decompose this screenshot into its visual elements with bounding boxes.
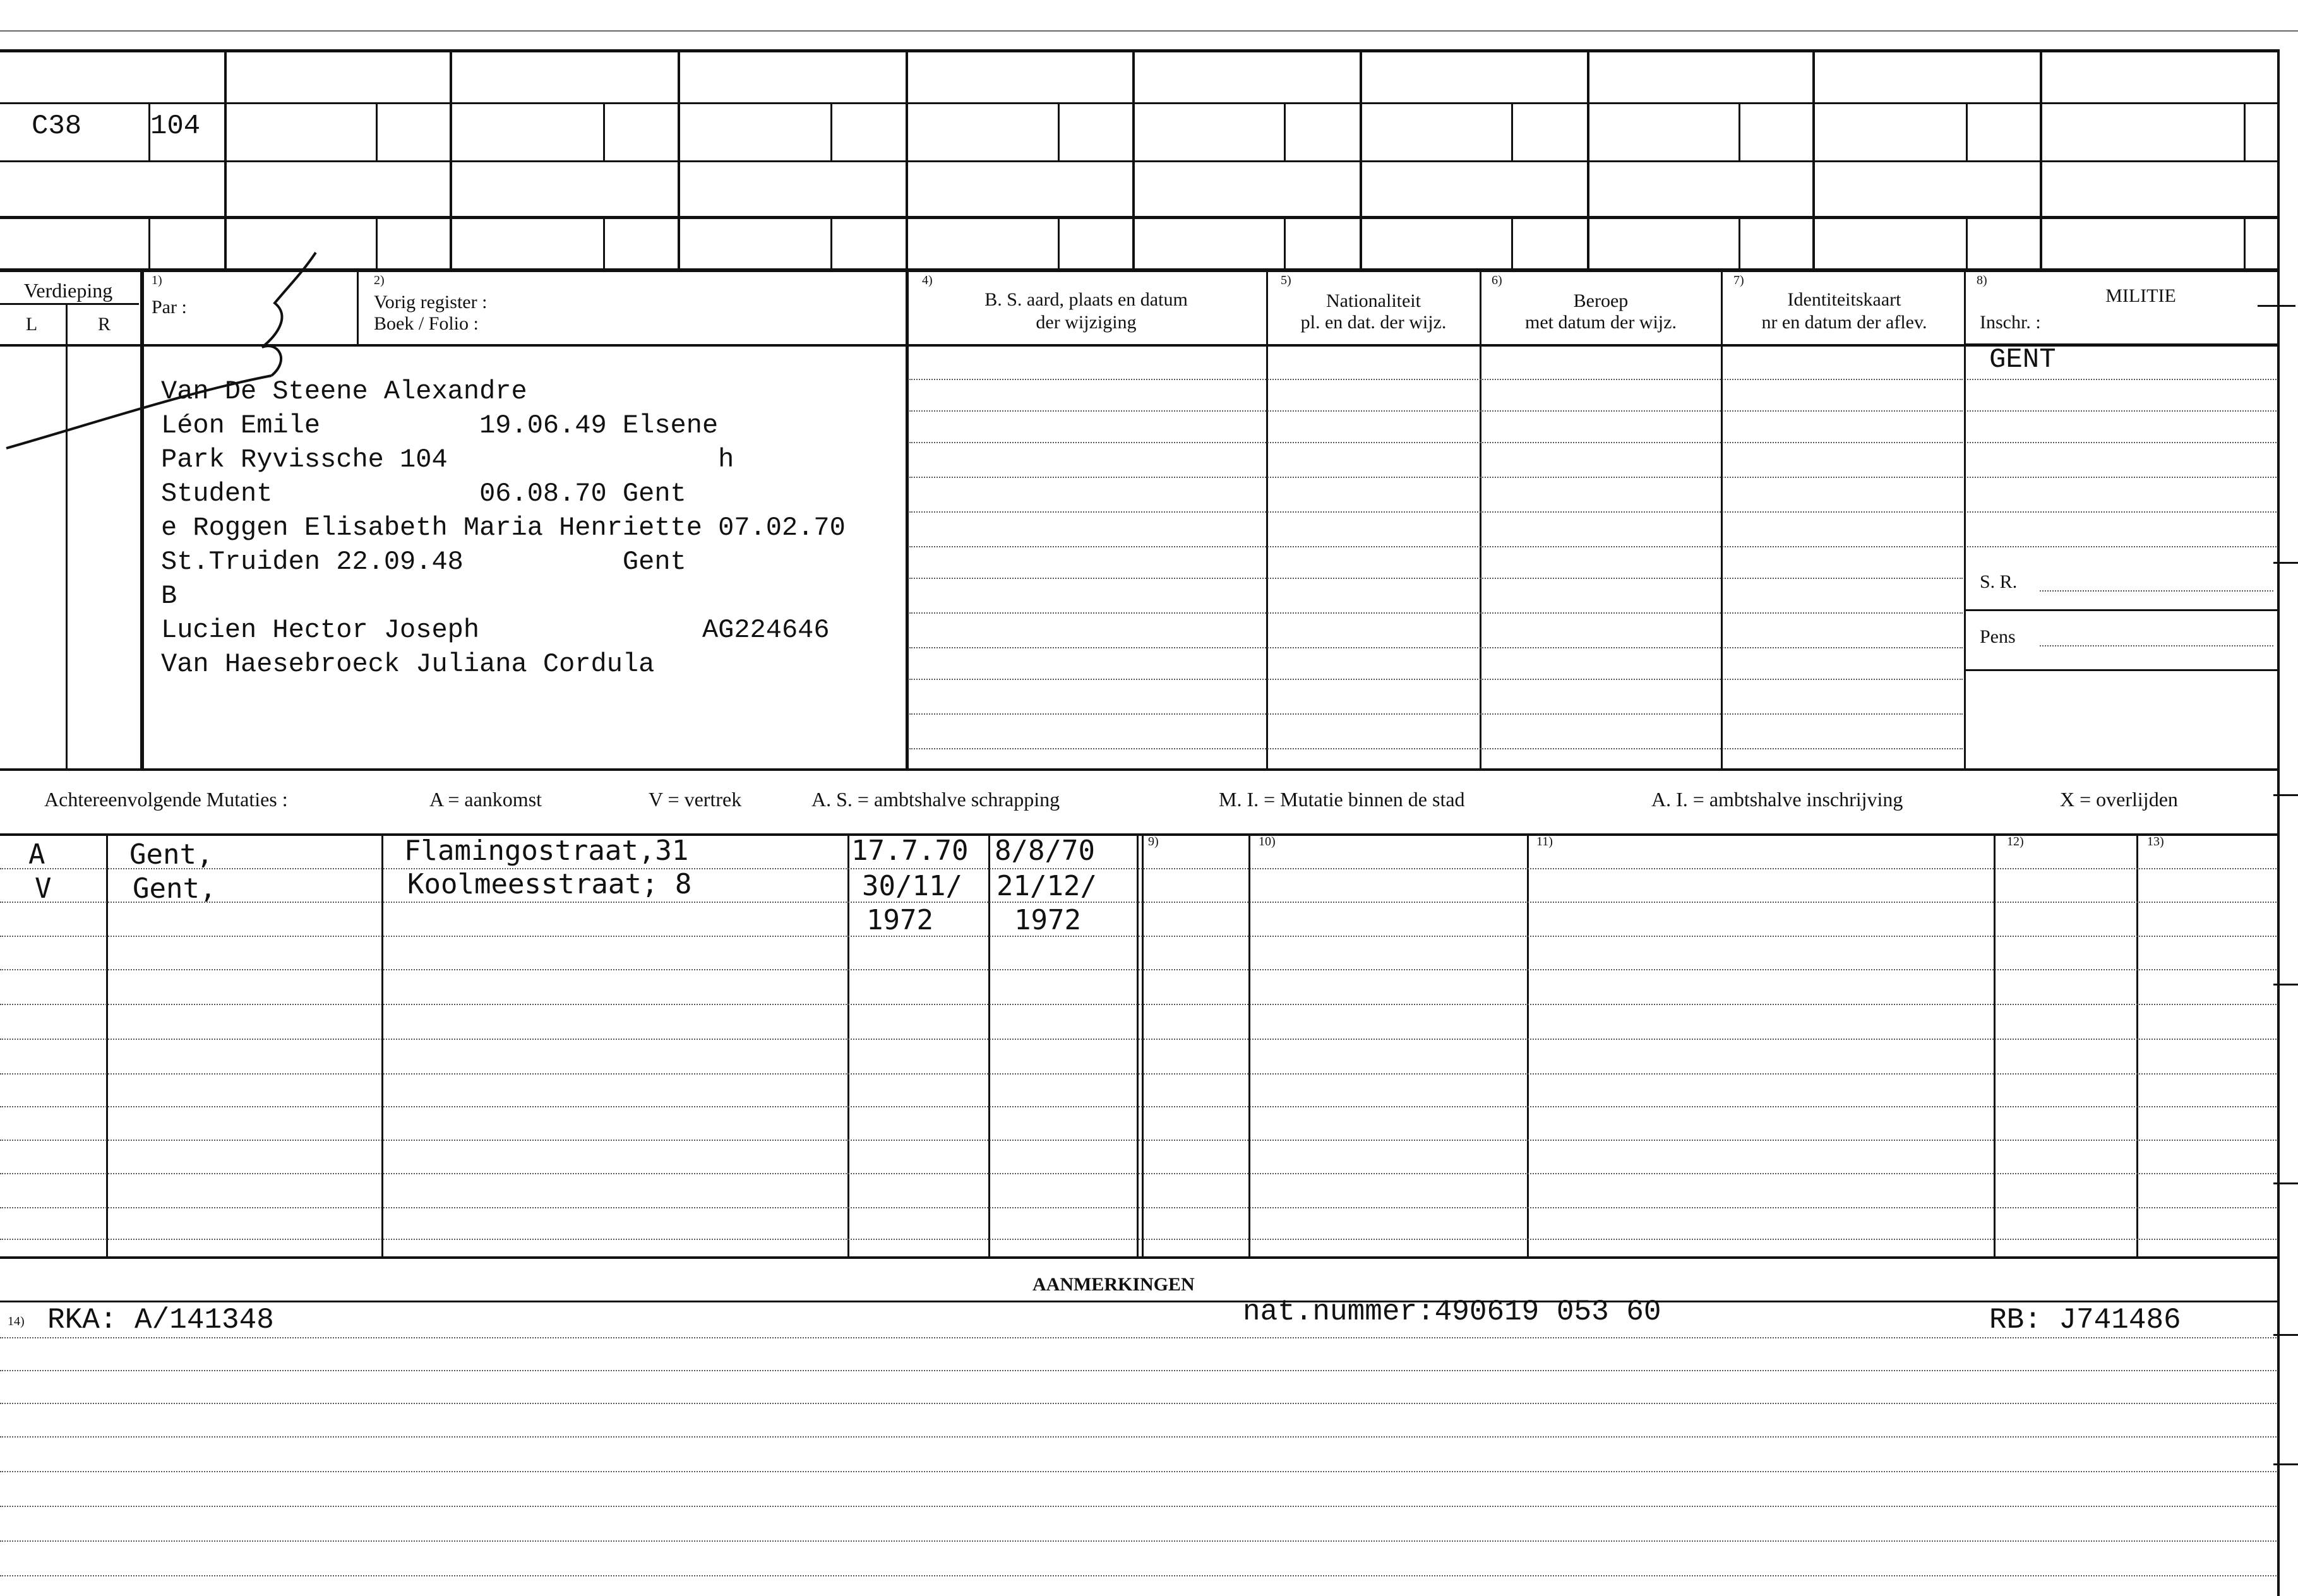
- person-line-6: St.Truiden 22.09.48 Gent: [161, 547, 686, 577]
- militie-sr-label: S. R.: [1980, 571, 2018, 592]
- legend-v: V = vertrek: [649, 788, 742, 811]
- col5-num: 5): [1281, 273, 1291, 287]
- verdieping-label: Verdieping: [23, 279, 113, 302]
- col7-num: 7): [1733, 273, 1744, 287]
- mut-row2-type: V: [35, 872, 52, 905]
- legend-mi: M. I. = Mutatie binnen de stad: [1219, 788, 1465, 811]
- mut-row2-place: Gent,: [133, 872, 217, 905]
- legend-title: Achtereenvolgende Mutaties :: [44, 788, 288, 811]
- mut-row1-date2: 8/8/70: [995, 835, 1095, 867]
- mut-row1-date1: 17.7.70: [851, 835, 969, 867]
- mut-col12-num: 12): [2007, 835, 2024, 849]
- col4-line2: der wijziging: [1036, 312, 1137, 333]
- person-line-7: B: [161, 581, 177, 611]
- militie-inschr-value: GENT: [1989, 344, 2056, 376]
- col1-num: 1): [152, 273, 162, 287]
- verdieping-l: L: [25, 314, 38, 335]
- mut-row3-date2: 1972: [1014, 904, 1081, 936]
- verdieping-r: R: [97, 314, 111, 335]
- mut-row3-date1: 1972: [866, 904, 933, 936]
- col2-line2: Boek / Folio :: [374, 313, 479, 334]
- mut-row2-date1: 30/11/: [862, 870, 962, 902]
- handwritten-mark: [0, 246, 354, 467]
- col8-title: MILITIE: [2105, 285, 2176, 306]
- legend-ai: A. I. = ambtshalve inschrijving: [1651, 788, 1903, 811]
- mut-col9-num: 9): [1148, 835, 1159, 849]
- mut-col10-num: 10): [1259, 835, 1276, 849]
- col2-line1: Vorig register :: [374, 292, 488, 313]
- top-code: C38: [32, 110, 82, 142]
- person-line-3: Park Ryvissche 104 h: [161, 444, 734, 475]
- person-line-5: e Roggen Elisabeth Maria Henriette 07.02.70: [161, 513, 846, 543]
- person-line-2: Léon Emile 19.06.49 Elsene: [161, 410, 719, 441]
- legend-a: A = aankomst: [429, 788, 542, 811]
- mut-row1-type: A: [28, 838, 45, 871]
- mut-row2-address: Koolmeesstraat; 8: [407, 868, 692, 900]
- person-line-4: Student 06.08.70 Gent: [161, 479, 686, 509]
- col6-line1: Beroep: [1573, 290, 1629, 311]
- militie-pens-label: Pens: [1980, 626, 2016, 647]
- mut-col13-num: 13): [2147, 835, 2164, 849]
- aanmerkingen-num: 14): [8, 1314, 25, 1328]
- mut-row1-place: Gent,: [129, 838, 213, 871]
- aanmerkingen-rb: RB: J741486: [1989, 1304, 2181, 1337]
- col1-label: Par :: [152, 297, 187, 318]
- col7-line1: Identiteitskaart: [1787, 289, 1901, 310]
- col5-line2: pl. en dat. der wijz.: [1300, 312, 1447, 333]
- top-number: 104: [150, 110, 201, 142]
- person-line-1: Van De Steene Alexandre: [161, 376, 527, 407]
- legend-as: A. S. = ambtshalve schrapping: [811, 788, 1060, 811]
- col6-line2: met datum der wijz.: [1525, 312, 1677, 333]
- col4-line1: B. S. aard, plaats en datum: [984, 289, 1188, 310]
- col6-num: 6): [1492, 273, 1502, 287]
- person-line-9: Van Haesebroeck Juliana Cordula: [161, 649, 655, 679]
- col8-inschr: Inschr. :: [1980, 312, 2041, 333]
- legend-x: X = overlijden: [2060, 788, 2178, 811]
- aanmerkingen-nat: nat.nummer:490619 053 60: [1243, 1295, 1661, 1328]
- mut-row2-date2: 21/12/: [996, 870, 1097, 902]
- col7-line2: nr en datum der aflev.: [1761, 312, 1927, 333]
- col8-num: 8): [1977, 273, 1987, 287]
- col4-num: 4): [922, 273, 933, 287]
- col2-num: 2): [374, 273, 385, 287]
- mut-row1-address: Flamingostraat,31: [404, 835, 689, 867]
- mut-col11-num: 11): [1536, 835, 1553, 849]
- aanmerkingen-rka: RKA: A/141348: [47, 1304, 274, 1337]
- col5-line1: Nationaliteit: [1326, 290, 1421, 311]
- aanmerkingen-title: AANMERKINGEN: [1032, 1274, 1195, 1295]
- person-line-8: Lucien Hector Joseph AG224646: [161, 615, 830, 645]
